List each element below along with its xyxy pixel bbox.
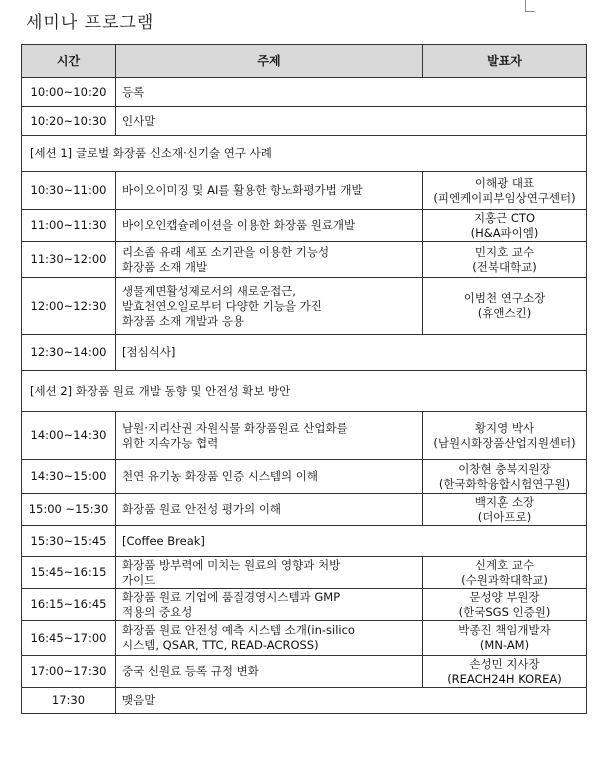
- topic-cell: [116, 526, 587, 557]
- table-row: [22, 557, 587, 589]
- presenter-name: 백지훈 소장: [474, 494, 535, 509]
- time-cell: 14:00~14:30: [22, 412, 116, 460]
- header-time: 시간: [22, 45, 116, 78]
- topic-line: 리소좀 유래 세포 소기관을 이용한 기능성: [122, 244, 330, 259]
- presenter-affiliation: (H&A파이엠): [470, 225, 539, 240]
- presenter-affiliation: (MN-AM): [479, 638, 530, 652]
- session-title: [세션 2] 화장품 원료 개발 동향 및 안전성 확보 방안: [22, 371, 587, 412]
- time-cell: 16:45~17:00: [22, 621, 116, 656]
- presenter-name: 지홍근 CTO: [473, 210, 536, 225]
- presenter-cell: [423, 621, 587, 656]
- time-cell: 10:30~11:00: [22, 172, 116, 210]
- presenter-cell: [423, 557, 587, 589]
- topic-cell: [116, 688, 587, 714]
- presenter-cell: [423, 412, 587, 460]
- topic-line: 화장품 소재 개발: [122, 259, 208, 274]
- topic-cell: [116, 242, 423, 278]
- topic-cell: [116, 78, 587, 107]
- presenter-name: 이창현 충북지원장: [458, 461, 551, 476]
- presenter-cell: [423, 278, 587, 335]
- topic-line: [점심식사]: [122, 345, 176, 359]
- topic-cell: [116, 621, 423, 656]
- page-title: 세미나 프로그램: [26, 13, 155, 33]
- time-cell: 11:00~11:30: [22, 210, 116, 242]
- table-row: [22, 621, 587, 656]
- presenter-name: 이해광 대표: [474, 175, 535, 190]
- topic-line: 적용의 중요성: [122, 604, 193, 619]
- header-topic: 주제: [116, 45, 423, 78]
- session-title: [세션 1] 글로벌 화장품 신소재·신기술 연구 사례: [22, 136, 587, 172]
- time-cell: 17:00~17:30: [22, 656, 116, 688]
- seminar-program-table: [21, 44, 587, 714]
- presenter-cell: [423, 242, 587, 278]
- presenter-name: 신계호 교수: [474, 557, 535, 572]
- topic-line: [Coffee Break]: [122, 533, 205, 548]
- topic-line: 천연 유기농 화장품 인증 시스템의 이해: [122, 469, 319, 483]
- presenter-cell: [423, 460, 587, 494]
- time-cell: 12:00~12:30: [22, 278, 116, 335]
- table-row: [22, 412, 587, 460]
- header-presenter: 발표자: [423, 45, 587, 78]
- time-cell: 12:30~14:00: [22, 335, 116, 371]
- presenter-affiliation: (남원시화장품산업지원센터): [433, 435, 576, 450]
- topic-cell: [116, 589, 423, 621]
- topic-line: 위한 지속가능 협력: [122, 435, 219, 450]
- topic-line: 인사말: [122, 113, 156, 128]
- topic-line: 중국 신원료 등록 규정 변화: [122, 664, 259, 678]
- topic-cell: [116, 412, 423, 460]
- time-cell: 10:00~10:20: [22, 78, 116, 107]
- presenter-affiliation: (피엔케이피부임상연구센터): [433, 190, 576, 205]
- time-cell: 14:30~15:00: [22, 460, 116, 494]
- presenter-cell: [423, 494, 587, 526]
- session-row: [22, 136, 587, 172]
- time-cell: 16:15~16:45: [22, 589, 116, 621]
- table-row: [22, 494, 587, 526]
- table-row: [22, 526, 587, 557]
- topic-line: 화장품 소재 개발과 응용: [122, 313, 245, 328]
- table-body: [22, 78, 587, 714]
- topic-line: 화장품 원료 안전성 평가의 이해: [122, 502, 282, 516]
- table-row: [22, 78, 587, 107]
- time-cell: 15:00 ~15:30: [22, 494, 116, 526]
- topic-cell: [116, 494, 423, 526]
- table-row: [22, 656, 587, 688]
- table-row: [22, 172, 587, 210]
- table-row: [22, 335, 587, 371]
- topic-line: 화장품 원료 기업에 품질경영시스템과 GMP: [122, 589, 341, 604]
- topic-cell: [116, 172, 423, 210]
- topic-line: 화장품 원료 안전성 예측 시스템 소개(in-silico: [122, 623, 355, 637]
- topic-line: 가이드: [122, 572, 156, 587]
- presenter-affiliation: (전북대학교): [472, 259, 537, 274]
- time-cell: 17:30: [22, 688, 116, 714]
- presenter-name: 문성양 부원장: [469, 589, 540, 604]
- presenter-cell: [423, 656, 587, 688]
- table-header-row: [22, 45, 587, 78]
- table-row: [22, 460, 587, 494]
- presenter-name: 민지호 교수: [474, 244, 535, 259]
- topic-cell: [116, 460, 423, 494]
- topic-cell: [116, 210, 423, 242]
- topic-line: 발효천연오일로부터 다양한 기능을 가진: [122, 298, 322, 313]
- topic-cell: [116, 107, 587, 136]
- presenter-name: 황지영 박사: [474, 420, 535, 435]
- presenter-name: 이범천 연구소장: [463, 291, 546, 305]
- topic-cell: [116, 335, 587, 371]
- topic-line: 바이오인캡슐레이션을 이용한 화장품 원료개발: [122, 218, 356, 232]
- presenter-name: 손성민 지사장: [469, 656, 540, 671]
- topic-line: 맺음말: [122, 693, 156, 707]
- time-cell: 10:20~10:30: [22, 107, 116, 136]
- table-row: [22, 242, 587, 278]
- topic-cell: [116, 656, 423, 688]
- topic-line: 화장품 방부력에 미치는 원료의 영향과 처방: [122, 557, 341, 572]
- presenter-affiliation: (수원과학대학교): [461, 572, 548, 587]
- table-row: [22, 107, 587, 136]
- table-row: [22, 210, 587, 242]
- presenter-cell: [423, 589, 587, 621]
- presenter-cell: [423, 210, 587, 242]
- topic-cell: [116, 557, 423, 589]
- topic-line: 남원·지리산권 자원식물 화장품원료 산업화를: [122, 420, 348, 435]
- presenter-affiliation: (한국화학융합시험연구원): [438, 476, 571, 491]
- time-cell: 15:30~15:45: [22, 526, 116, 557]
- presenter-name: 박종진 책임개발자: [458, 623, 551, 637]
- topic-line: 바이오이미징 및 AI를 활용한 항노화평가법 개발: [122, 183, 363, 197]
- table-row: [22, 688, 587, 714]
- time-cell: 11:30~12:00: [22, 242, 116, 278]
- presenter-affiliation: (휴앤스킨): [477, 306, 532, 320]
- topic-line: 시스템, QSAR, TTC, READ-ACROSS): [122, 638, 319, 652]
- table-row: [22, 589, 587, 621]
- page-corner-mark: [525, 0, 535, 12]
- topic-cell: [116, 278, 423, 335]
- table-row: [22, 278, 587, 335]
- topic-line: 생물계면활성제로서의 새로운접근,: [122, 283, 296, 298]
- presenter-affiliation: (더아프로): [477, 509, 532, 524]
- session-row: [22, 371, 587, 412]
- topic-line: 등록: [122, 84, 145, 99]
- presenter-affiliation: (한국SGS 인증원): [458, 604, 551, 619]
- time-cell: 15:45~16:15: [22, 557, 116, 589]
- presenter-affiliation: (REACH24H KOREA): [447, 671, 562, 686]
- presenter-cell: [423, 172, 587, 210]
